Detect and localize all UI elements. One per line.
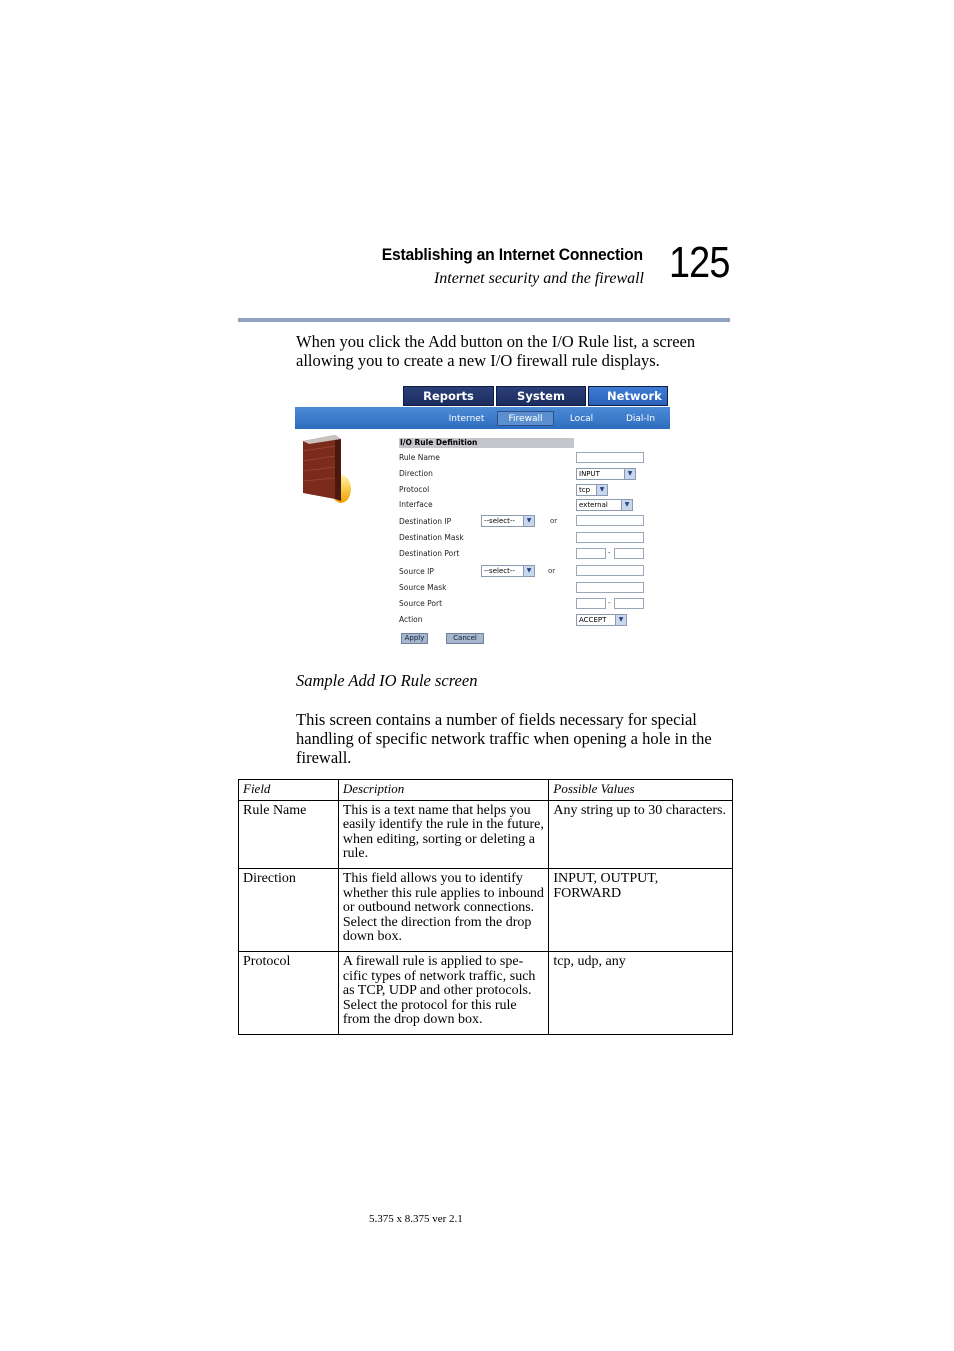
action-value: ACCEPT (579, 616, 607, 624)
destination-port-to-input[interactable] (614, 548, 644, 559)
description-cell: This is a text name that helps you easily identify the rule in the future, when editing, sorting or deleting a rule. (338, 800, 549, 868)
subtab-firewall[interactable]: Firewall (497, 411, 554, 426)
table-row (239, 868, 733, 951)
direction-label: Direction (399, 469, 433, 478)
rule-name-input[interactable] (576, 452, 644, 463)
cancel-button[interactable]: Cancel (446, 633, 484, 644)
tab-system[interactable]: System (496, 386, 586, 406)
destination-ip-select-value: --select-- (484, 517, 515, 525)
destination-port-from-input[interactable] (576, 548, 606, 559)
rule-definition-header: I/O Rule Definition (399, 438, 574, 448)
action-select[interactable] (576, 614, 627, 626)
subtab-internet[interactable]: Internet (448, 413, 485, 424)
destination-mask-label: Destination Mask (399, 533, 464, 542)
chevron-down-icon: ▼ (624, 469, 635, 479)
tab-network[interactable]: Network (588, 386, 668, 406)
direction-value: INPUT (579, 470, 600, 478)
values-cell: Any string up to 30 characters. (549, 800, 733, 868)
chevron-down-icon: ▼ (596, 485, 607, 495)
protocol-label: Protocol (399, 485, 430, 494)
source-ip-label: Source IP (399, 567, 434, 576)
page-footer: 5.375 x 8.375 ver 2.1 (369, 1213, 463, 1225)
header-rule (238, 318, 730, 322)
source-port-to-input[interactable] (614, 598, 644, 609)
chevron-down-icon: ▼ (615, 615, 626, 625)
figure-caption: Sample Add IO Rule screen (296, 671, 478, 690)
chevron-down-icon: ▼ (523, 566, 534, 576)
header-field: Field (239, 780, 339, 801)
protocol-value: tcp (579, 486, 591, 494)
source-ip-select-value: --select-- (484, 567, 515, 575)
section-title: Internet security and the firewall (433, 270, 644, 287)
page-number: 125 (669, 238, 730, 287)
source-port-label: Source Port (399, 599, 443, 608)
table-row (239, 951, 733, 1034)
source-mask-label: Source Mask (399, 583, 447, 592)
rule-name-label: Rule Name (399, 453, 440, 462)
intro-paragraph: When you click the Add button on the I/O Rule list, a screen allowing you to create a new I/O firewall rule displays. (296, 332, 696, 370)
subtab-local[interactable]: Local (569, 413, 594, 424)
values-cell: INPUT, OUTPUT, FORWARD (549, 868, 733, 951)
field-cell: Direction (239, 868, 339, 951)
subtab-dial-in[interactable]: Dial-In (625, 413, 656, 424)
fields-table (238, 779, 733, 1035)
field-cell: Rule Name (239, 800, 339, 868)
source-port-from-input[interactable] (576, 598, 606, 609)
top-nav (403, 386, 670, 406)
source-ip-select[interactable] (481, 565, 535, 577)
destination-port-label: Destination Port (399, 549, 460, 558)
protocol-select[interactable] (576, 484, 608, 496)
description-paragraph: This screen contains a number of fields necessary for special handling of specific network traffic when opening a hole in the firewall. (296, 710, 712, 767)
interface-label: Interface (399, 500, 433, 509)
tab-reports[interactable]: Reports (403, 386, 494, 406)
chapter-title: Establishing an Internet Connection (381, 245, 643, 264)
header-possible-values: Possible Values (549, 780, 733, 801)
source-ip-input[interactable] (576, 565, 644, 576)
or-text: or (548, 567, 556, 575)
sub-nav (295, 407, 670, 429)
source-mask-input[interactable] (576, 582, 644, 593)
or-text: or (550, 517, 558, 525)
destination-ip-label: Destination IP (399, 517, 452, 526)
range-dash: - (608, 599, 611, 607)
firewall-icon (295, 431, 355, 511)
interface-select[interactable] (576, 499, 633, 511)
description-cell: A firewall rule is applied to spe-cific types of network traffic, such as TCP, UDP and other protocols. Select the protocol for this rule from the drop down box. (338, 951, 549, 1034)
range-dash: - (608, 549, 611, 557)
values-cell: tcp, udp, any (549, 951, 733, 1034)
add-io-rule-screenshot (295, 385, 670, 653)
table-row (239, 800, 733, 868)
destination-mask-input[interactable] (576, 532, 644, 543)
chevron-down-icon: ▼ (621, 500, 632, 510)
header-description: Description (338, 780, 549, 801)
action-label: Action (399, 615, 423, 624)
destination-ip-input[interactable] (576, 515, 644, 526)
destination-ip-select[interactable] (481, 515, 535, 527)
field-cell: Protocol (239, 951, 339, 1034)
interface-value: external (579, 501, 608, 509)
description-cell: This field allows you to identify whether this rule applies to inbound or outbound network connections. Select the direction from the drop down box. (338, 868, 549, 951)
apply-button[interactable]: Apply (401, 633, 428, 644)
table-header-row (239, 780, 733, 801)
chevron-down-icon: ▼ (523, 516, 534, 526)
direction-select[interactable] (576, 468, 636, 480)
